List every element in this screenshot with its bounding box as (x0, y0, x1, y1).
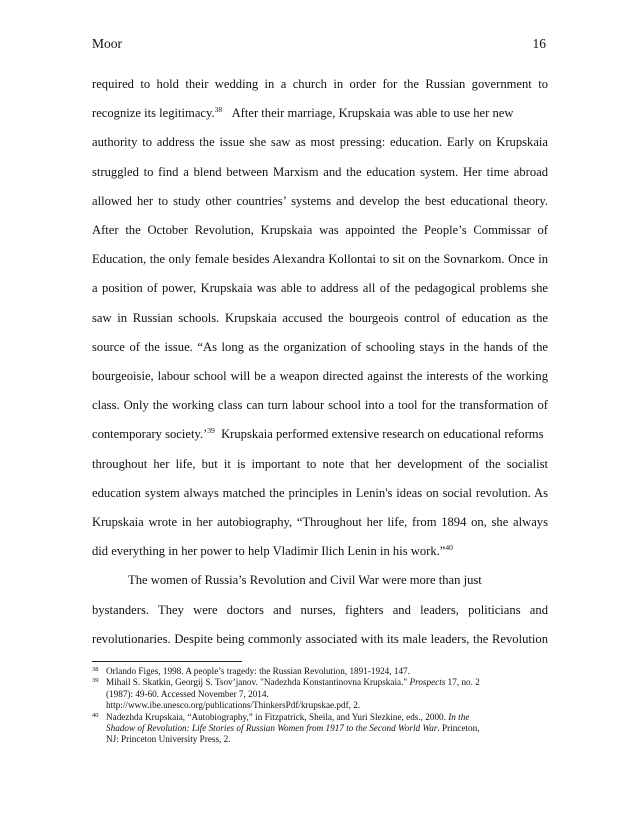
footnote-book-title: In the (448, 711, 470, 722)
footnote-text: Nadezhda Krupskaia, “Autobiography,” in Fitzpatrick, Sheila, and Yuri Slezkine, eds., 2000. (106, 711, 449, 722)
footnote-url: http://www.ibe.unesco.org/publications/ThinkersPdf/krupskae.pdf, 2. (106, 700, 361, 711)
body-line-text: did everything in her power to help Vladimir Ilich Lenin in his work.” (92, 544, 446, 559)
body-line: bourgeoisie, labour school will be a weapon directed against the interests of the working (92, 369, 548, 384)
body-line-text: Krupskaia performed extensive research on educational reforms (221, 427, 544, 442)
footnote-ref-39: 39 (207, 426, 215, 436)
body-line: throughout her life, but it is important to note that her development of the socialist (92, 456, 548, 471)
body-line (92, 420, 548, 449)
body-line: source of the issue. “As long as the organization of schooling stays in the hands of the (92, 339, 548, 354)
body-line-text: contemporary society.’ (92, 427, 208, 442)
body-line: After the October Revolution, Krupskaia was appointed the People’s Commissar of (92, 223, 548, 238)
page-header (92, 36, 546, 56)
body-line: struggled to find a blend between Marxism and the education system. Her time abroad (92, 164, 548, 179)
footnote-text: . Princeton, (437, 723, 480, 734)
footnote-text: (1987): 49-60. Accessed November 7, 2014. (106, 688, 269, 699)
body-line: The women of Russia’s Revolution and Civil War were more than just (128, 573, 482, 588)
footnote-ref-38: 38 (214, 105, 223, 115)
body-line: class. Only the working class can turn labour school into a tool for the transformation of (92, 398, 548, 413)
body-line: education system always matched the principles in Lenin's ideas on social revolution. As (92, 485, 548, 500)
body-line-text: After their marriage, Krupskaia was able to use her new (231, 106, 514, 121)
footnote-number: 39 (92, 677, 99, 685)
body-line (92, 537, 548, 566)
footnote-38 (92, 666, 548, 677)
body-text (92, 70, 548, 654)
body-line: bystanders. They were doctors and nurses, fighters and leaders, politicians and (92, 602, 548, 617)
body-line: allowed her to study other countries’ systems and develop the best educational theory. (92, 193, 548, 208)
footnote-text: Mihail S. Skatkin, Georgij S. Tsov’janov. "Nadezhda Konstantinovna Krupskaia." (106, 677, 410, 688)
footnote-number: 38 (92, 666, 99, 673)
footnote-book-title: Shadow of Revolution: Life Stories of Russian Women from 1917 to the Second World War (106, 723, 438, 734)
header-page-number: 16 (532, 36, 546, 51)
footnote-40 (92, 712, 548, 723)
body-line: revolutionaries. Despite being commonly associated with its male leaders, the Revolution (92, 631, 548, 646)
footnotes (92, 666, 548, 746)
footnote-39-line3 (92, 700, 548, 711)
body-line: authority to address the issue she saw as most pressing: education. Early on Krupskaia (92, 135, 548, 150)
footnote-39-line2 (92, 689, 548, 700)
footnote-40-line3 (92, 734, 548, 745)
footnote-text: Orlando Figes, 1998. A people’s tragedy: the Russian Revolution, 1891-1924, 147. (106, 666, 410, 676)
footnote-number: 40 (92, 711, 99, 719)
body-line: required to hold their wedding in a church in order for the Russian government to (92, 77, 548, 91)
body-line (92, 99, 548, 128)
footnote-divider (92, 661, 242, 662)
footnote-39 (92, 677, 548, 688)
footnote-text: 17, no. 2 (445, 677, 480, 688)
body-line: Krupskaia wrote in her autobiography, “Throughout her life, from 1894 on, she always (92, 515, 548, 530)
footnote-40-line2 (92, 723, 548, 734)
footnote-text: NJ: Princeton University Press, 2. (106, 734, 231, 745)
footnote-journal: Prospects (409, 677, 446, 688)
body-line: a position of power, Krupskaia was able to address all of the pedagogical problems she (92, 281, 548, 296)
body-line-text: recognize its legitimacy. (92, 106, 215, 121)
body-line: Education, the only female besides Alexandra Kollontai to sit on the Sovnarkom. Once in (92, 252, 548, 267)
header-author: Moor (92, 36, 122, 51)
body-line: saw in Russian schools. Krupskaia accused the bourgeois control of education as the (92, 310, 548, 325)
footnote-ref-40: 40 (445, 543, 453, 553)
